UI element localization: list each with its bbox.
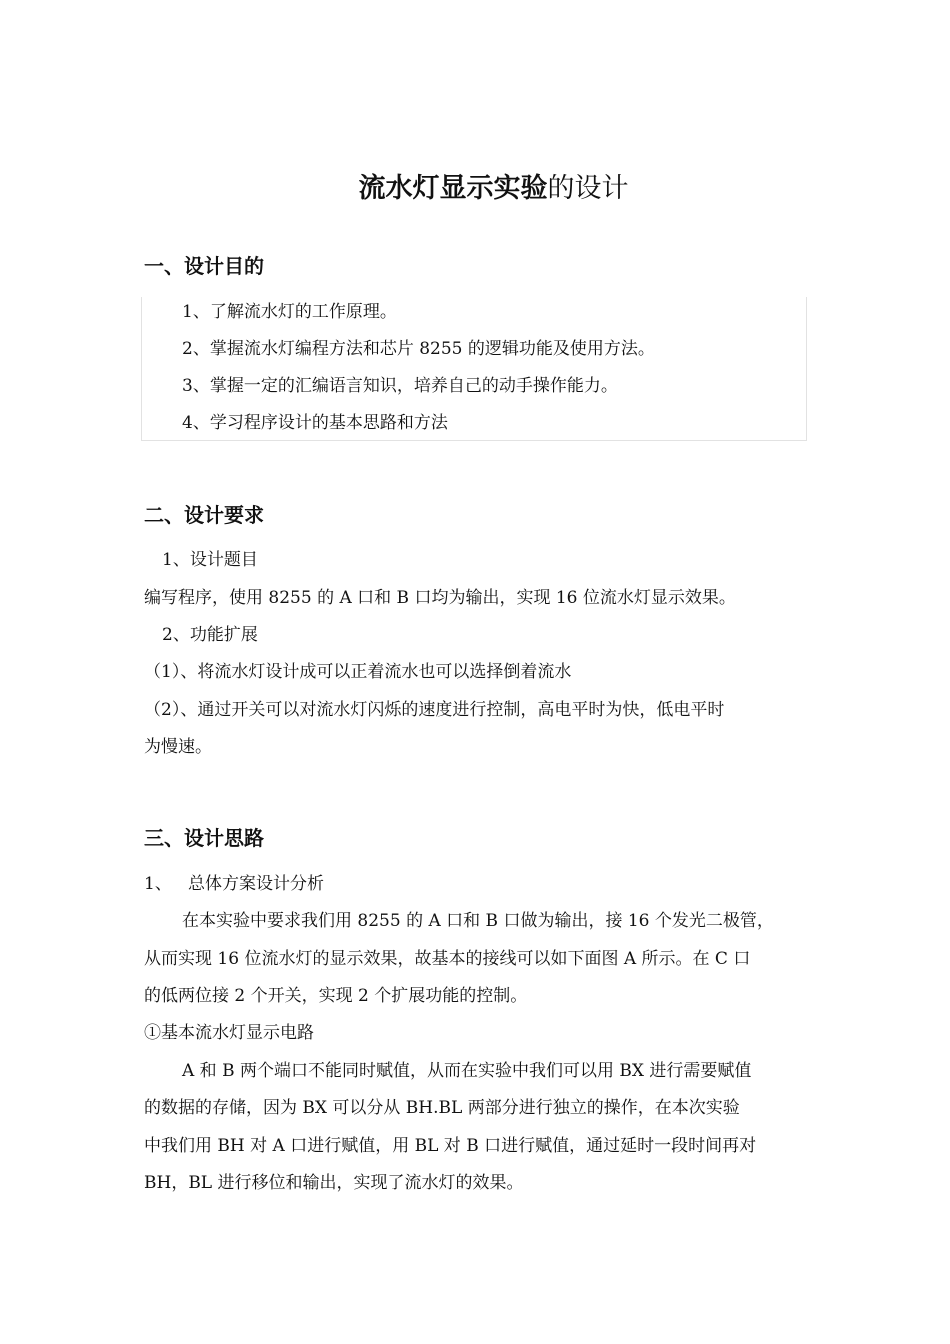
req-extension-2-line2: 为慢速。 xyxy=(144,737,212,757)
title-bold: 流水灯显示实验 xyxy=(358,173,548,204)
page-title xyxy=(0,171,950,207)
purpose-item-1: 1、了解流水灯的工作原理。 xyxy=(182,302,397,322)
purpose-item-2: 2、掌握流水灯编程方法和芯片 8255 的逻辑功能及使用方法。 xyxy=(182,339,655,359)
approach-p2-line2: 的数据的存储，因为 BX 可以分从 BH.BL 两部分进行独立的操作，在本次实验 xyxy=(144,1098,740,1118)
req-task: 编写程序，使用 8255 的 A 口和 B 口均为输出，实现 16 位流水灯显示效果。 xyxy=(144,588,736,608)
req-subheading-extension: 2、功能扩展 xyxy=(162,625,258,645)
circuit-heading: ①基本流水灯显示电路 xyxy=(144,1023,314,1043)
approach-p1-line1: 在本实验中要求我们用 8255 的 A 口和 B 口做为输出，接 16 个发光二极管， xyxy=(182,911,774,931)
approach-p1-line2: 从而实现 16 位流水灯的显示效果，故基本的接线可以如下面图 A 所示。在 C 口 xyxy=(144,949,751,969)
approach-subheading: 1、 总体方案设计分析 xyxy=(144,874,325,894)
section-heading-requirements: 二、设计要求 xyxy=(144,503,264,527)
approach-p2-line3: 中我们用 BH 对 A 口进行赋值，用 BL 对 B 口进行赋值，通过延时一段时间再对 xyxy=(144,1136,757,1156)
approach-p1-line3: 的低两位接 2 个开关，实现 2 个扩展功能的控制。 xyxy=(144,986,528,1006)
purpose-item-3: 3、掌握一定的汇编语言知识，培养自己的动手操作能力。 xyxy=(182,376,618,396)
approach-p2-line4: BH，BL 进行移位和输出，实现了流水灯的效果。 xyxy=(144,1173,524,1193)
req-extension-1: （1）、将流水灯设计成可以正着流水也可以选择倒着流水 xyxy=(144,662,572,682)
req-subheading-topic: 1、设计题目 xyxy=(162,550,258,570)
section-heading-approach: 三、设计思路 xyxy=(144,826,264,850)
section-heading-purpose: 一、设计目的 xyxy=(144,254,264,278)
req-extension-2-line1: （2）、通过开关可以对流水灯闪烁的速度进行控制，高电平时为快，低电平时 xyxy=(144,700,725,720)
approach-p2-line1: A 和 B 两个端口不能同时赋值，从而在实验中我们可以用 BX 进行需要赋值 xyxy=(182,1061,752,1081)
title-rest: 的设计 xyxy=(547,173,629,204)
purpose-item-4: 4、学习程序设计的基本思路和方法 xyxy=(182,413,448,433)
